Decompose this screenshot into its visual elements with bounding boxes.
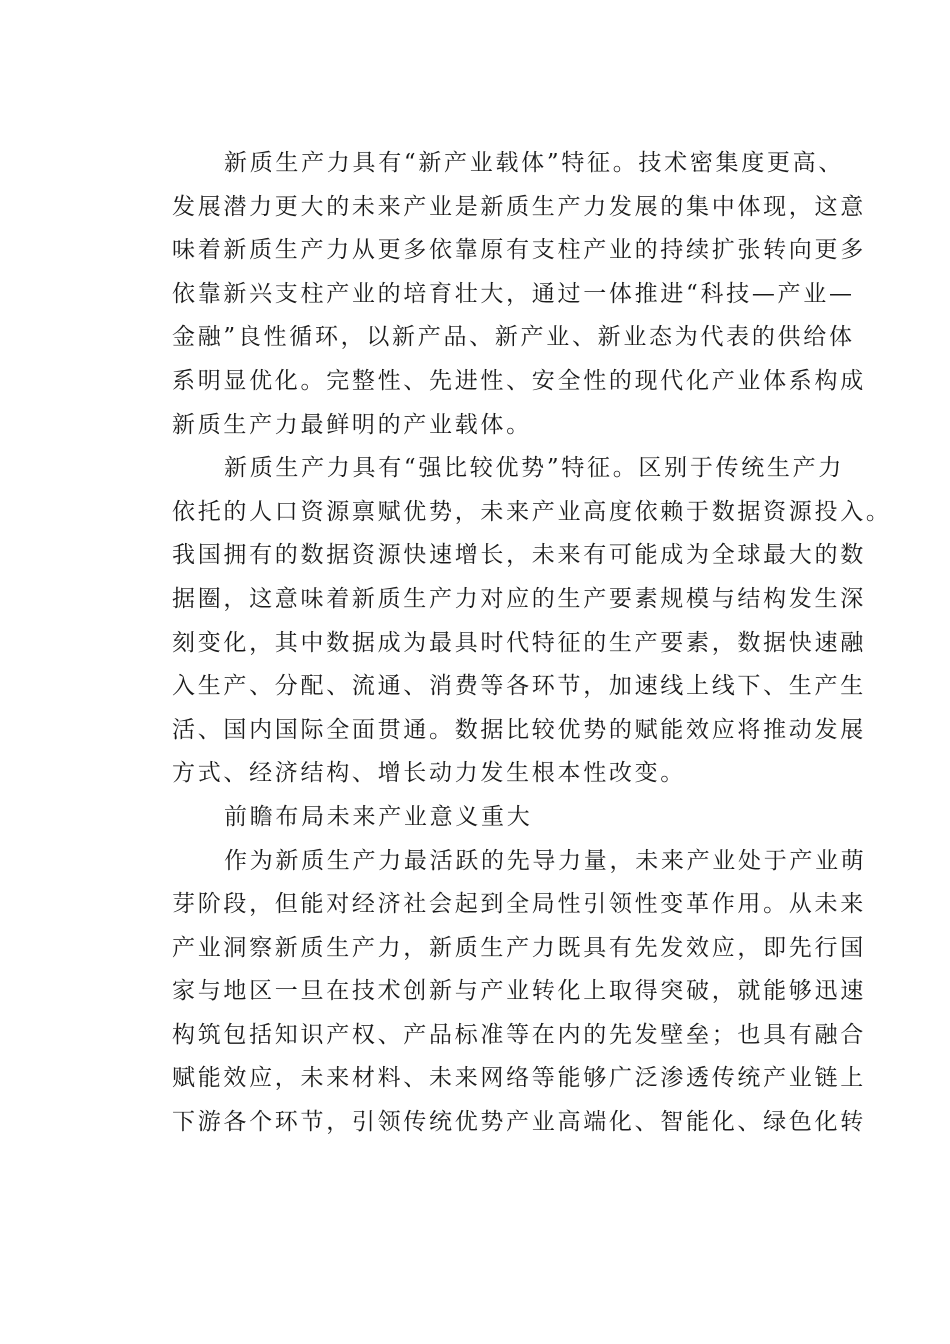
text-line: 刻变化，其中数据成为最具时代特征的生产要素，数据快速融 (172, 629, 866, 656)
text-line: 赋能效应，未来材料、未来网络等能够广泛渗透传统产业链上 (172, 1065, 866, 1092)
text-line: 活、国内国际全面贯通。数据比较优势的赋能效应将推动发展 (172, 716, 866, 743)
text-line: 构筑包括知识产权、产品标准等在内的先发壁垒；也具有融合 (172, 1021, 866, 1048)
text-line: 作为新质生产力最活跃的先导力量，未来产业处于产业萌 (224, 847, 867, 874)
text-line: 新质生产力最鲜明的产业载体。 (172, 411, 532, 438)
text-line: 依靠新兴支柱产业的培育壮大，通过一体推进“科技—产业— (172, 280, 855, 307)
paragraph-future-industry (120, 840, 867, 1145)
text-line: 新质生产力具有“强比较优势”特征。区别于传统生产力 (224, 455, 845, 482)
paragraph-new-industry-carrier (120, 142, 866, 447)
text-line: 方式、经济结构、增长动力发生根本性改变。 (172, 760, 686, 787)
section-heading (120, 796, 824, 840)
document-page (120, 142, 892, 1145)
text-line: 家与地区一旦在技术创新与产业转化上取得突破，就能够迅速 (172, 978, 866, 1005)
text-line: 发展潜力更大的未来产业是新质生产力发展的集中体现，这意 (172, 193, 866, 220)
text-line: 我国拥有的数据资源快速增长，未来有可能成为全球最大的数 (172, 542, 866, 569)
text-line: 系明显优化。完整性、先进性、安全性的现代化产业体系构成 (172, 367, 866, 394)
text-line: 依托的人口资源禀赋优势，未来产业高度依赖于数据资源投入。 (172, 498, 892, 525)
section-heading-text: 前瞻布局未来产业意义重大 (224, 803, 533, 830)
text-line: 芽阶段，但能对经济社会起到全局性引领性变革作用。从未来 (172, 891, 866, 918)
text-line: 新质生产力具有“新产业载体”特征。技术密集度更高、 (224, 150, 845, 176)
text-line: 入生产、分配、流通、消费等各环节，加速线上线下、生产生 (172, 673, 866, 700)
paragraph-comparative-advantage (120, 447, 892, 796)
text-line: 产业洞察新质生产力，新质生产力既具有先发效应，即先行国 (172, 934, 866, 961)
text-line: 下游各个环节，引领传统优势产业高端化、智能化、绿色化转 (172, 1109, 866, 1136)
text-line: 据圈，这意味着新质生产力对应的生产要素规模与结构发生深 (172, 585, 866, 612)
text-line: 味着新质生产力从更多依靠原有支柱产业的持续扩张转向更多 (172, 237, 866, 264)
text-line: 金融”良性循环，以新产品、新产业、新业态为代表的供给体 (172, 324, 855, 351)
